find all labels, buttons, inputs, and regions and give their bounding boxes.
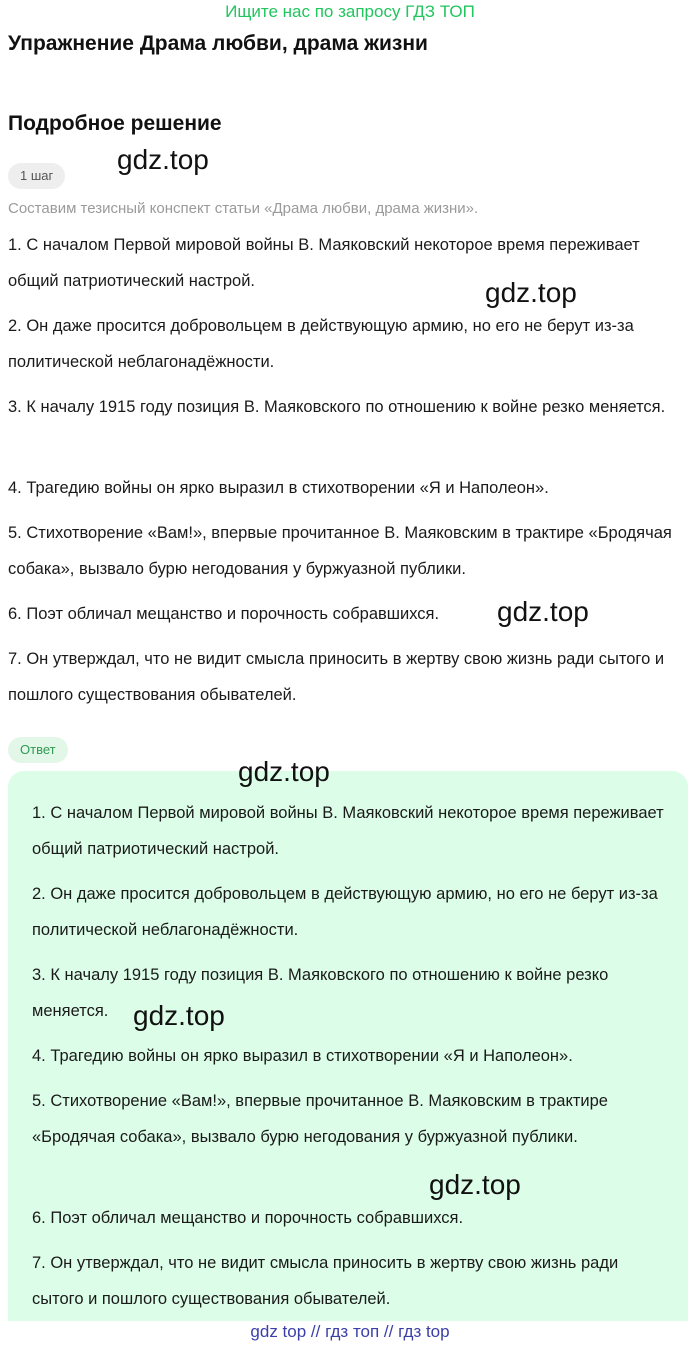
watermark: gdz.top	[133, 1000, 225, 1031]
watermark: gdz.top	[497, 596, 589, 627]
solution-item: 4. Трагедию войны он ярко выразил в стихотворении «Я и Наполеон».	[8, 479, 549, 497]
answer-item: 1. С началом Первой мировой войны В. Маяковский некоторое время переживает общий патриотический настрой.	[32, 804, 664, 858]
answer-item: 3. К началу 1915 году позиция В. Маяковского по отношению к войне резко меняется.	[32, 966, 609, 1020]
solution-item: 6. Поэт обличал мещанство и порочность собравшихся.	[8, 605, 440, 623]
answer-item: 2. Он даже просится добровольцем в действующую армию, но его не берут из-за политической неблагонадёжности.	[32, 885, 658, 939]
section-title: Подробное решение	[8, 112, 222, 135]
solution-item: 5. Стихотворение «Вам!», впервые прочитанное В. Маяковским в трактире «Бродячая собака», вызвало бурю негодования у буржуазной публики.	[8, 524, 672, 578]
watermark: gdz.top	[238, 756, 330, 787]
watermark: gdz.top	[117, 144, 209, 175]
watermark: gdz.top	[429, 1169, 521, 1200]
page-title: Упражнение Драма любви, драма жизни	[8, 32, 428, 55]
answer-item: 6. Поэт обличал мещанство и порочность собравшихся.	[32, 1209, 464, 1227]
solution-item: 2. Он даже просится добровольцем в действующую армию, но его не берут из-за политической неблагонадёжности.	[8, 317, 634, 371]
search-banner: Ищите нас по запросу ГДЗ ТОП	[225, 2, 475, 21]
solution-item: 1. С началом Первой мировой войны В. Маяковский некоторое время переживает общий патриотический настрой.	[8, 236, 640, 290]
solution-item: 7. Он утверждал, что не видит смысла приносить в жертву свою жизнь ради сытого и пошлого существования обывателей.	[8, 650, 665, 704]
answer-item: 5. Стихотворение «Вам!», впервые прочитанное В. Маяковским в трактире «Бродячая собака», вызвало бурю негодования у буржуазной публики.	[32, 1092, 608, 1146]
footer-links: gdz top // гдз топ // гдз top	[250, 1322, 450, 1341]
answer-box	[8, 771, 688, 1321]
solution-item: 3. К началу 1915 году позиция В. Маяковского по отношению к войне резко меняется.	[8, 398, 666, 416]
watermark: gdz.top	[485, 277, 577, 308]
answer-item: 4. Трагедию войны он ярко выразил в стихотворении «Я и Наполеон».	[32, 1047, 573, 1065]
answer-item: 7. Он утверждал, что не видит смысла приносить в жертву свою жизнь ради сытого и пошлого существования обывателей.	[32, 1254, 619, 1308]
answer-badge: Ответ	[8, 737, 68, 763]
intro-text: Составим тезисный конспект статьи «Драма любви, драма жизни».	[8, 200, 479, 217]
step-badge: 1 шаг	[8, 163, 65, 189]
